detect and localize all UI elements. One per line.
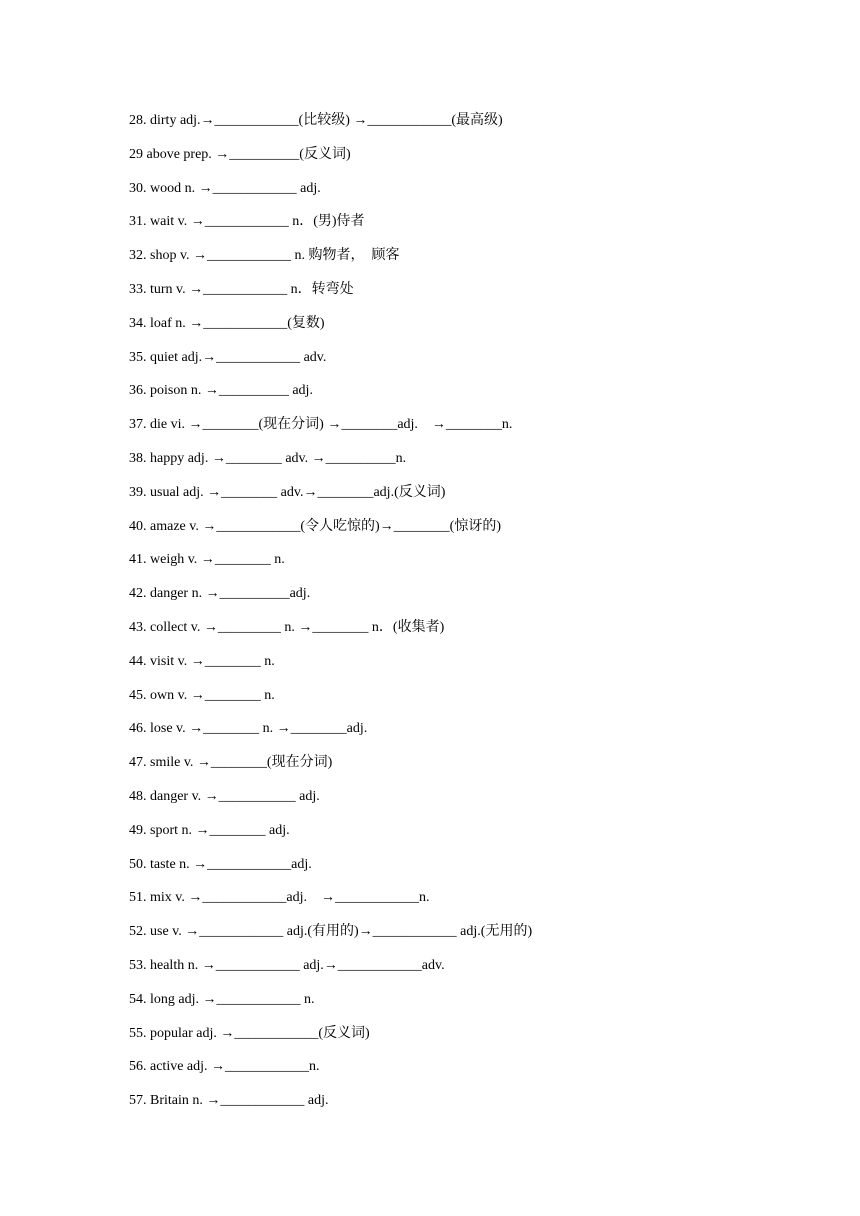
exercise-item-29: 29 above prep. →__________(反义词) xyxy=(129,146,351,162)
exercise-item-44: 44. visit v. →________ n. xyxy=(129,653,275,669)
exercise-item-34: 34. loaf n. →____________(复数) xyxy=(129,315,325,331)
exercise-item-53: 53. health n. →____________ adj.→____________adv. xyxy=(129,957,445,973)
exercise-item-51: 51. mix v. →____________adj. →____________n. xyxy=(129,890,430,906)
exercise-item-32: 32. shop v. →____________ n. 购物者， 顾客 xyxy=(129,248,400,264)
exercise-item-30: 30. wood n. →____________ adj. xyxy=(129,180,321,196)
exercise-item-43: 43. collect v. →_________ n. →________ n．(收集者) xyxy=(129,619,445,635)
exercise-item-37: 37. die vi. →________(现在分词) →________adj. →________n. xyxy=(129,417,513,433)
exercise-item-45: 45. own v. →________ n. xyxy=(129,687,275,703)
exercise-list xyxy=(129,110,829,1124)
exercise-item-46: 46. lose v. →________ n. →________adj. xyxy=(129,721,368,737)
exercise-item-52: 52. use v. →____________ adj.(有用的)→____________ adj.(无用的) xyxy=(129,924,533,940)
exercise-item-39: 39. usual adj. →________ adv.→________adj.(反义词) xyxy=(129,484,446,500)
exercise-item-42: 42. danger n. →__________adj. xyxy=(129,586,311,602)
exercise-item-57: 57. Britain n. →____________ adj. xyxy=(129,1093,329,1109)
exercise-item-35: 35. quiet adj.→____________ adv. xyxy=(129,349,327,365)
exercise-item-33: 33. turn v. →____________ n．转弯处 xyxy=(129,281,354,297)
exercise-item-31: 31. wait v. →____________ n．(男)侍者 xyxy=(129,214,365,230)
exercise-item-54: 54. long adj. →____________ n. xyxy=(129,991,315,1007)
exercise-item-47: 47. smile v. →________(现在分词) xyxy=(129,755,333,771)
exercise-item-41: 41. weigh v. →________ n. xyxy=(129,552,285,568)
exercise-item-49: 49. sport n. →________ adj. xyxy=(129,822,290,838)
exercise-item-28: 28. dirty adj.→____________(比较级) →____________(最高级) xyxy=(129,113,503,128)
exercise-item-36: 36. poison n. →__________ adj. xyxy=(129,383,313,399)
exercise-item-48: 48. danger v. →___________ adj. xyxy=(129,788,320,804)
exercise-item-40: 40. amaze v. →____________(令人吃惊的)→________(惊讶的) xyxy=(129,518,501,534)
exercise-item-38: 38. happy adj. →________ adv. →__________n. xyxy=(129,450,407,466)
exercise-item-50: 50. taste n. →____________adj. xyxy=(129,856,312,872)
exercise-item-56: 56. active adj. →____________n. xyxy=(129,1059,320,1075)
exercise-item-55: 55. popular adj. →____________(反义词) xyxy=(129,1025,370,1041)
